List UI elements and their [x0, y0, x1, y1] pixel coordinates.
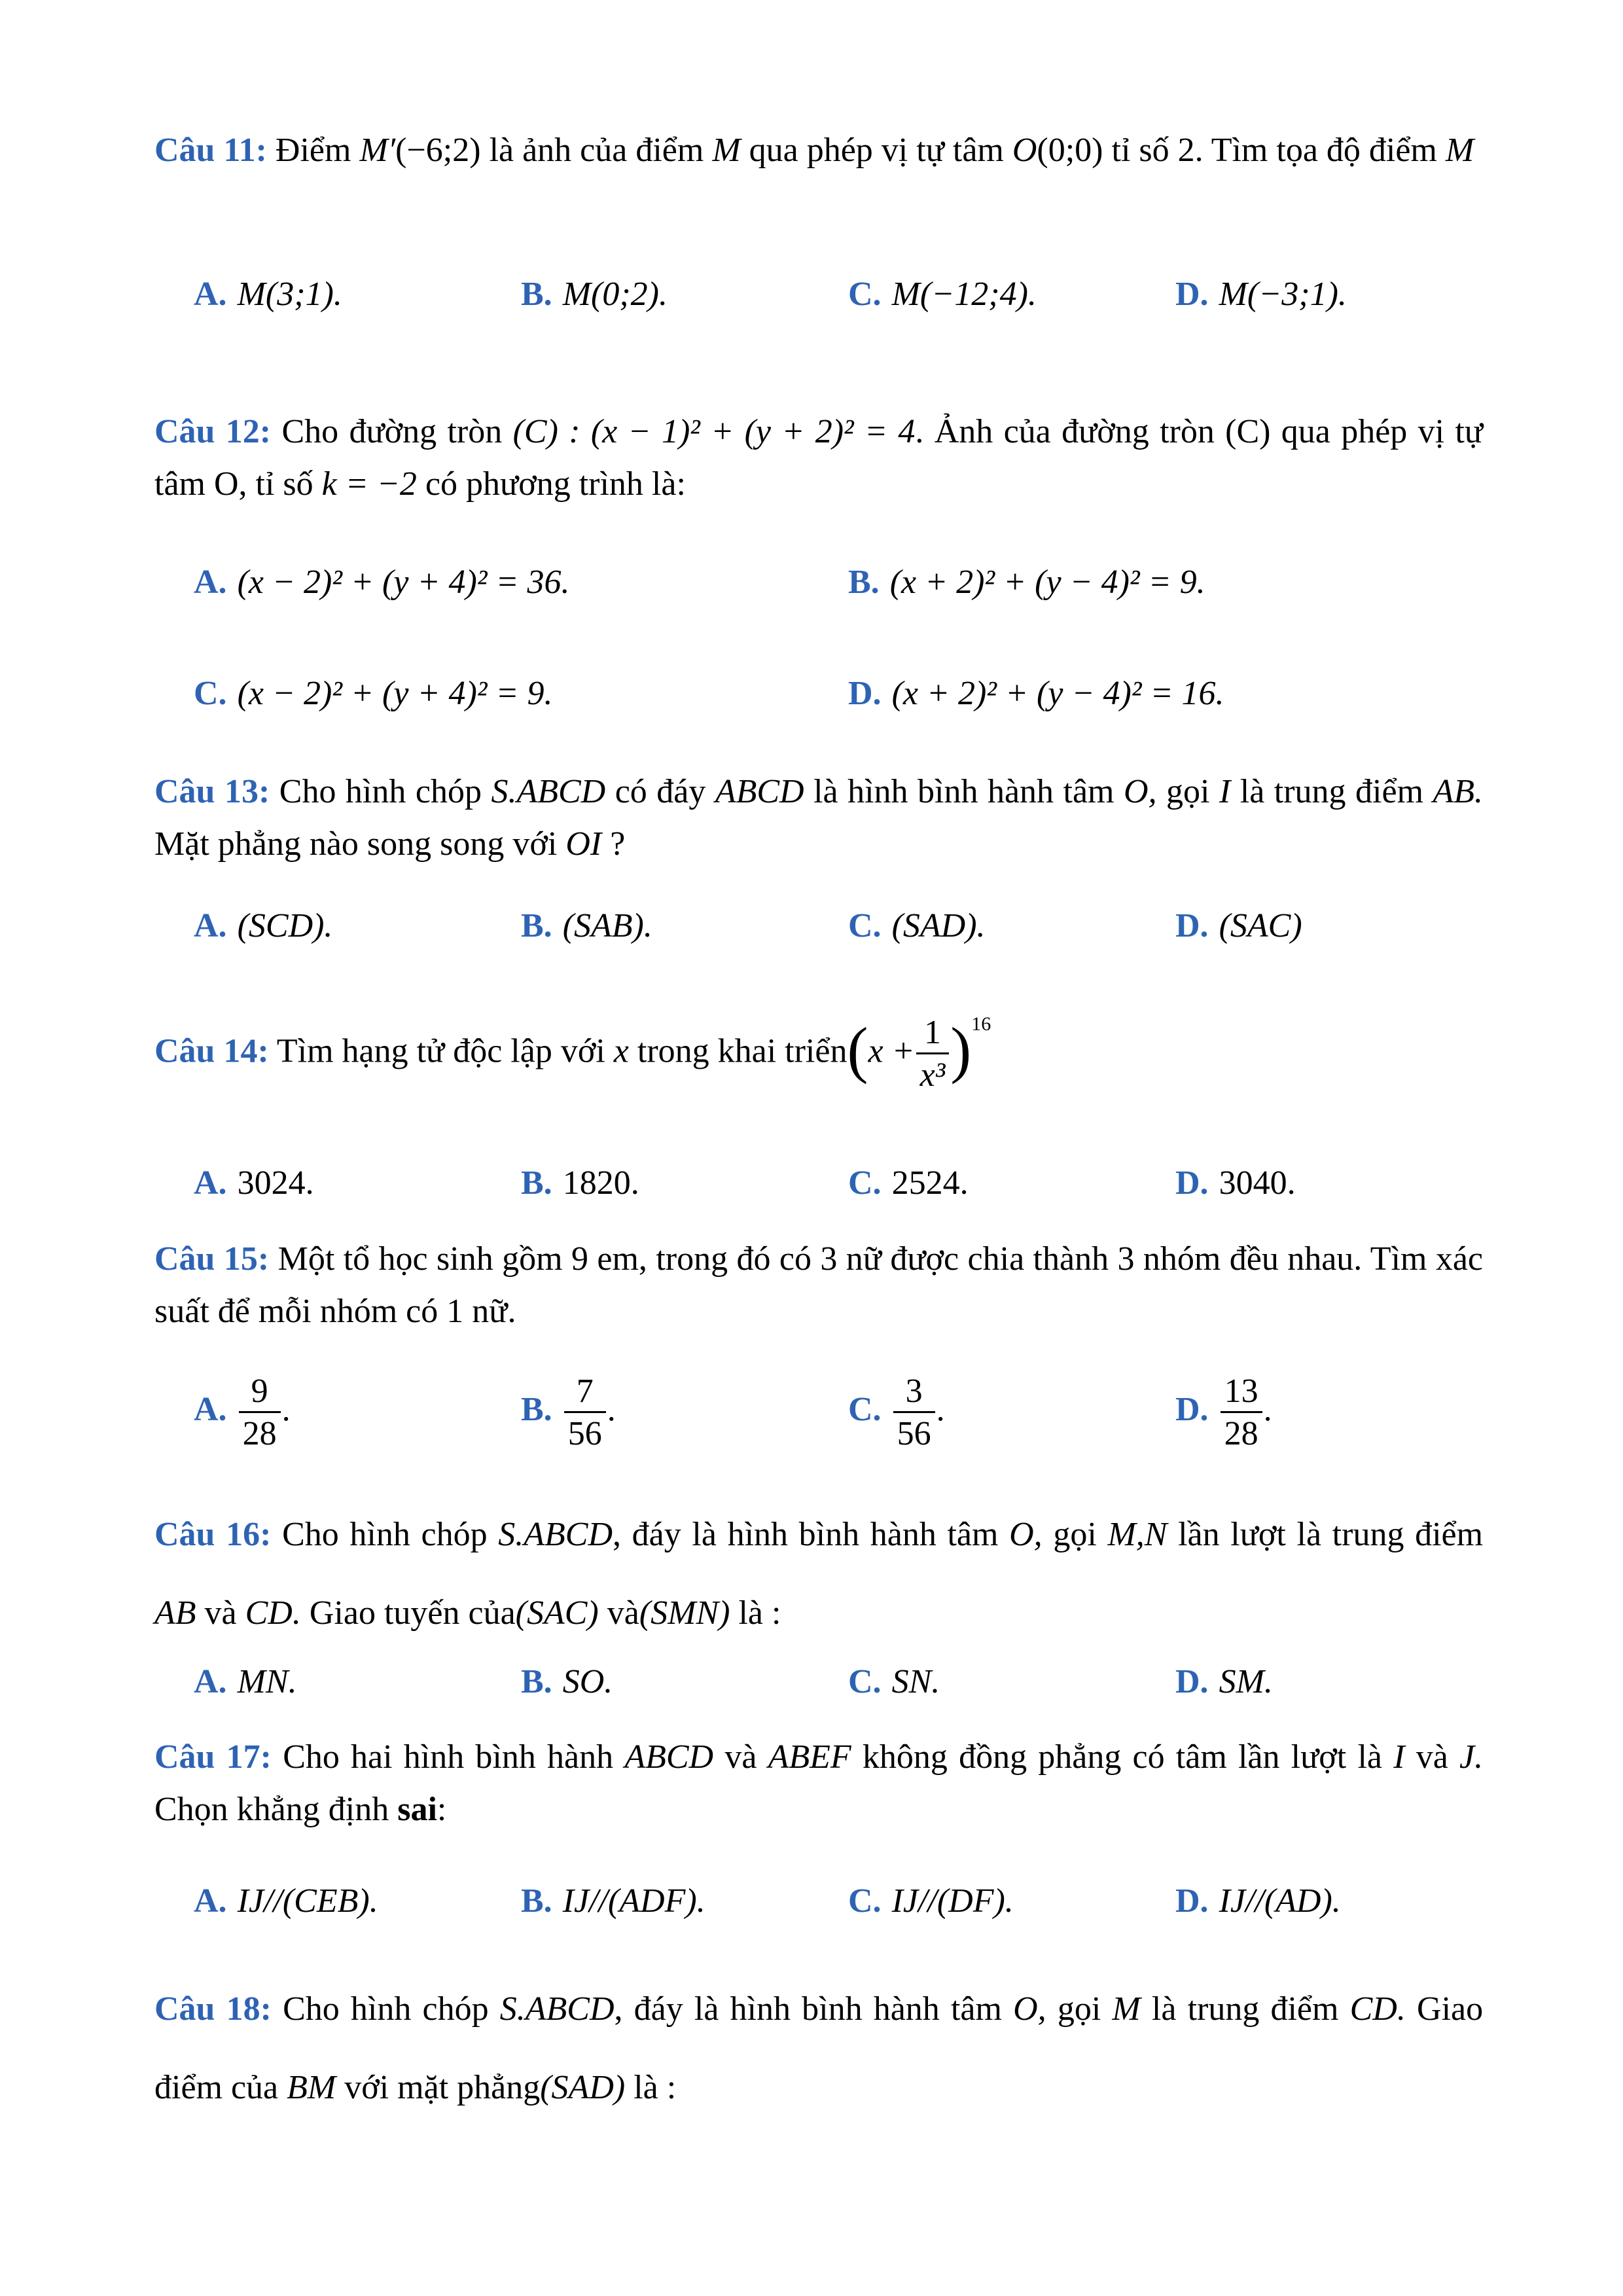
option-letter: D. [1175, 1391, 1209, 1429]
option-text: (x + 2)² + (y − 4)² = 16. [891, 675, 1224, 712]
question-label: Câu 13: [154, 773, 270, 810]
answer-option-b[interactable] [521, 900, 652, 952]
option-letter: A. [194, 1663, 227, 1700]
math: M [1445, 132, 1474, 169]
math: (SAC) [515, 1594, 599, 1632]
answer-option-c[interactable]: C. $\frac{3}{56}$ . [848, 1372, 945, 1452]
question-text: Một tổ học sinh gồm 9 em, trong đó có 3 nữ được chia thành 3 nhóm đều nhau. Tìm xác suất để mỗi nhóm có 1 nữ. [154, 1240, 1483, 1330]
option-text: 1820. [562, 1164, 639, 1202]
math: (SAD) [540, 2069, 626, 2106]
question-label: Câu 14: [154, 1032, 269, 1070]
answer-option-d[interactable] [1175, 1157, 1296, 1210]
option-letter: B. [521, 276, 552, 313]
question-text: , đáy là hình bình hành tâm [614, 1990, 1002, 2028]
option-letter: A. [194, 1164, 227, 1202]
question-text: Giao điểm của [154, 1990, 1484, 2106]
answer-option-d[interactable] [1175, 1875, 1341, 1928]
math: CD. [245, 1594, 301, 1632]
math: AB [154, 1594, 196, 1632]
option-text: M(3;1). [237, 276, 342, 313]
numerator: 3 [893, 1374, 935, 1413]
option-text: IJ//(ADF). [562, 1882, 705, 1920]
option-letter: D. [1175, 1882, 1209, 1920]
question-text: với mặt phẳng [344, 2069, 541, 2106]
option-text: 3024. [237, 1164, 314, 1202]
answer-option-a[interactable] [194, 1157, 314, 1210]
answer-option-c[interactable] [848, 1656, 940, 1708]
option-text: (SAC) [1219, 907, 1302, 944]
fraction [1221, 1374, 1262, 1451]
option-text: MN. [237, 1663, 297, 1700]
question-12 [154, 406, 1483, 511]
question-13 [154, 766, 1483, 870]
question-text: không đồng phẳng có tâm lần lượt là [862, 1738, 1382, 1776]
math: x [613, 1032, 629, 1070]
numerator: 13 [1221, 1374, 1262, 1413]
question-label: Câu 12: [154, 413, 272, 450]
answer-option-a[interactable]: A. $\frac{9}{28}$ . [194, 1372, 291, 1452]
math: x + [868, 1032, 915, 1070]
math: S.ABCD [499, 1990, 615, 2028]
math: ABEF [768, 1738, 851, 1776]
question-text: trong khai triển [637, 1032, 847, 1070]
question-text: gọi [1166, 773, 1210, 810]
math: BM [287, 2069, 336, 2106]
math: AB. [1433, 773, 1484, 810]
question-11 [154, 124, 1483, 177]
option-letter: D. [1175, 1164, 1209, 1202]
answer-option-b[interactable] [521, 1656, 613, 1708]
math: M [1112, 1990, 1141, 2028]
question-text: và [724, 1738, 757, 1776]
question-text: Cho hình chóp [282, 1516, 488, 1553]
question-text: ? [610, 825, 626, 863]
question-text: Tìm hạng tử độc lập với [276, 1032, 605, 1070]
math: I [1393, 1738, 1405, 1776]
fraction [893, 1374, 935, 1451]
numerator: 7 [564, 1374, 606, 1413]
math: I [1219, 773, 1231, 810]
fraction [239, 1374, 281, 1451]
math: CD. [1349, 1990, 1406, 2028]
option-text: 3040. [1219, 1164, 1296, 1202]
answer-option-b[interactable] [521, 1157, 639, 1210]
math: ) [950, 1014, 972, 1085]
question-label: Câu 11: [154, 132, 267, 169]
option-text: (x + 2)² + (y − 4)² = 9. [889, 564, 1205, 601]
option-text: M(−12;4). [891, 276, 1037, 313]
question-16 [154, 1496, 1483, 1653]
option-text: SN. [891, 1663, 940, 1700]
math: k = −2 [321, 465, 417, 503]
option-letter: B. [521, 1882, 552, 1920]
option-text: IJ//(DF). [891, 1882, 1014, 1920]
option-text: (SAB). [562, 907, 652, 944]
answer-option-d[interactable] [1175, 268, 1347, 321]
denominator: 56 [897, 1415, 931, 1452]
fraction [916, 1013, 950, 1094]
math: J. [1459, 1738, 1484, 1776]
question-text: có đáy [615, 773, 706, 810]
question-15 [154, 1233, 1483, 1338]
option-text: IJ//(CEB). [237, 1882, 378, 1920]
answer-option-c[interactable] [848, 900, 986, 952]
answer-option-b[interactable]: B. $\frac{7}{56}$ . [521, 1372, 616, 1452]
option-text: M(−3;1). [1219, 276, 1347, 313]
denominator: 56 [567, 1415, 602, 1452]
option-letter: A. [194, 907, 227, 944]
question-text: tỉ số 2. Tìm tọa độ điểm [1111, 132, 1437, 169]
answer-option-b[interactable] [848, 556, 1205, 609]
option-letter: C. [848, 1882, 882, 1920]
answer-option-d[interactable] [1175, 900, 1302, 952]
option-letter: A. [194, 276, 227, 313]
question-text: gọi [1053, 1516, 1097, 1553]
option-letter: D. [1175, 1663, 1209, 1700]
question-text: là trung điểm [1151, 1990, 1339, 2028]
option-letter: A. [194, 1391, 227, 1429]
question-text: Cho hình chóp [279, 773, 482, 810]
answer-option-a[interactable] [194, 900, 332, 952]
question-text: Cho hình chóp [283, 1990, 489, 2028]
question-text: Giao tuyến của [309, 1594, 516, 1632]
question-text: Điểm [275, 132, 351, 169]
math: O, [1013, 1990, 1046, 2028]
option-letter: C. [848, 1391, 882, 1429]
option-letter: B. [521, 1164, 552, 1202]
math: M′ [359, 132, 396, 169]
option-text: SM. [1219, 1663, 1273, 1700]
denominator: 28 [1224, 1415, 1258, 1452]
question-text: là trung điểm [1240, 773, 1424, 810]
answer-option-c[interactable] [848, 1157, 969, 1210]
option-letter: C. [848, 1164, 882, 1202]
math: O, [1123, 773, 1157, 810]
math: (0;0) [1037, 132, 1103, 169]
option-text: (SCD). [237, 907, 333, 944]
option-letter: B. [848, 564, 880, 601]
math: O [1012, 132, 1037, 169]
option-text: (x − 2)² + (y + 4)² = 9. [237, 675, 553, 712]
question-text: và [1416, 1738, 1448, 1776]
option-letter: D. [1175, 907, 1209, 944]
answer-option-d[interactable] [1175, 1656, 1273, 1708]
question-17 [154, 1731, 1483, 1836]
math: (C) : (x − 1)² + (y + 2)² = 4 [512, 413, 916, 450]
question-text: Mặt phẳng nào song song với [154, 825, 558, 863]
exponent: 16 [971, 1013, 991, 1035]
denominator: x³ [919, 1056, 946, 1094]
answer-option-c[interactable] [848, 268, 1037, 321]
answer-option-b[interactable] [521, 1875, 705, 1928]
question-text: là hình bình hành tâm [813, 773, 1115, 810]
fraction [564, 1374, 606, 1451]
math: (−6;2) [395, 132, 481, 169]
numerator: 1 [916, 1016, 950, 1054]
option-letter: C. [194, 675, 227, 712]
question-text: có phương trình là: [425, 465, 686, 503]
math: S.ABCD [498, 1516, 613, 1553]
option-letter: D. [848, 675, 882, 712]
option-letter: D. [1175, 276, 1209, 313]
question-text: : [437, 1791, 447, 1828]
option-text: SO. [562, 1663, 613, 1700]
answer-option-a[interactable] [194, 556, 570, 609]
question-label: Câu 17: [154, 1738, 272, 1776]
question-label: Câu 15: [154, 1240, 270, 1278]
option-letter: C. [848, 1663, 882, 1700]
denominator: 28 [242, 1415, 277, 1452]
math: ABCD [624, 1738, 714, 1776]
question-label: Câu 18: [154, 1990, 272, 2028]
option-letter: B. [521, 1391, 552, 1429]
answer-option-a[interactable] [194, 1875, 378, 1928]
option-text: (x − 2)² + (y + 4)² = 36. [237, 564, 570, 601]
math: ( [847, 1014, 868, 1085]
option-letter: B. [521, 1663, 552, 1700]
answer-option-c[interactable] [194, 668, 553, 720]
question-text: là : [738, 1594, 781, 1632]
math: M [712, 132, 741, 169]
math: M,N [1107, 1516, 1168, 1553]
answer-option-d[interactable] [848, 668, 1224, 720]
answer-option-b[interactable] [521, 268, 668, 321]
question-text: là : [633, 2069, 677, 2106]
question-text: . Ảnh của đường tròn (C) qua phép vị tự tâm O, tỉ số [154, 413, 1484, 503]
option-text: IJ//(AD). [1219, 1882, 1341, 1920]
option-letter: A. [194, 1882, 227, 1920]
question-text: và [607, 1594, 639, 1632]
question-text: qua phép vị tự tâm [749, 132, 1004, 169]
option-letter: C. [848, 276, 882, 313]
question-text: , đáy là hình bình hành tâm [613, 1516, 999, 1553]
option-text: (SAD). [891, 907, 986, 944]
option-letter: B. [521, 907, 552, 944]
answer-option-c[interactable] [848, 1875, 1014, 1928]
option-letter: C. [848, 907, 882, 944]
math: ABCD [715, 773, 804, 810]
question-text: Cho hai hình bình hành [283, 1738, 614, 1776]
answer-option-d[interactable]: D. $\frac{13}{28}$ . [1175, 1372, 1272, 1452]
answer-option-a[interactable] [194, 268, 342, 321]
question-text: và [204, 1594, 237, 1632]
option-text: 2524. [891, 1164, 969, 1202]
question-18 [154, 1970, 1483, 2127]
question-text: là ảnh của điểm [489, 132, 704, 169]
math: OI [565, 825, 602, 863]
question-text: gọi [1057, 1990, 1101, 2028]
math: (SMN) [639, 1594, 730, 1632]
math: O, [1009, 1516, 1043, 1553]
emphasis-text: sai [397, 1791, 437, 1828]
question-text: Cho đường tròn [281, 413, 503, 450]
numerator: 9 [239, 1374, 281, 1413]
question-text: Chọn khẳng định [154, 1791, 389, 1828]
answer-option-a[interactable] [194, 1656, 297, 1708]
question-14 [154, 1008, 1483, 1092]
question-label: Câu 16: [154, 1516, 272, 1553]
option-letter: A. [194, 564, 227, 601]
option-text: M(0;2). [562, 276, 668, 313]
math: S.ABCD [491, 773, 606, 810]
question-text: lần lượt là trung điểm [1178, 1516, 1484, 1553]
